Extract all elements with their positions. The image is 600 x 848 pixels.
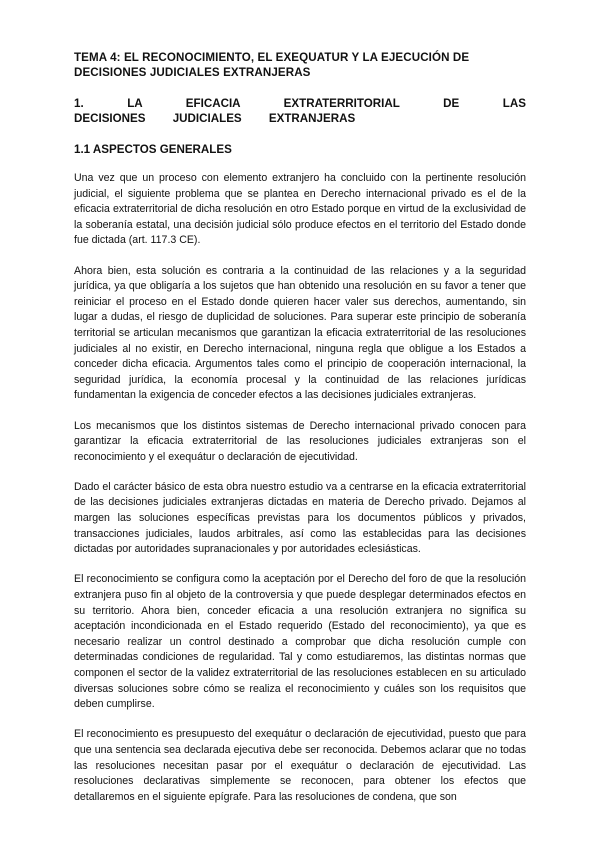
subsection-heading: 1.1 ASPECTOS GENERALES [74, 143, 232, 156]
paragraph: El reconocimiento es presupuesto del exequátur o declaración de ejecutividad, puesto que para que una sentencia sea declarada ejecutiva debe ser reconocida. Debemos aclarar que no todas las resoluciones necesitan pasar por el exequátur o declaración de ejecutividad. Las resoluciones declarativas simplemente se reconocen, para obtener los efectos que detallaremos en el siguiente epígrafe. Para las resoluciones de condena, que son [74, 728, 526, 803]
paragraph: Dado el carácter básico de esta obra nuestro estudio va a centrarse en la eficacia extraterritorial de las decisiones judiciales extranjeras dictadas en materia de Derecho privado. Dejamos al margen las soluciones específicas previstas para los documentos públicos y privados, transacciones judiciales, laudos arbitrales, así como las establecidas para las decisiones dictadas por autoridades supranacionales y por autoridades eclesiásticas. [74, 480, 526, 556]
paragraph: Los mecanismos que los distintos sistemas de Derecho internacional privado conocen para garantizar la eficacia extraterritorial de las resoluciones judiciales extranjeras son el reconocimiento y el exequátur o declaración de ejecutividad. [74, 419, 526, 463]
paragraph: Una vez que un proceso con elemento extranjero ha concluido con la pertinente resolución judicial, el siguiente problema que se plantea en Derecho internacional privado es el de la eficacia extraterritorial de dicha resolución en otro Estado porque en virtud de la exclusividad de la soberanía estatal, una decisión judicial sólo produce efectos en el territorio del Estado donde fue dictada (art. 117.3 CE). [74, 172, 526, 247]
paragraph: Ahora bien, esta solución es contraria a la continuidad de las relaciones y a la seguridad jurídica, ya que obligaría a los sujetos que han obtenido una resolución en su favor a tener que reiniciar el proceso en el Estado donde quieren hacer valer sus derechos, aumentando, sin lugar a dudas, el riesgo de duplicidad de soluciones. Para superar este principio de soberanía territorial se articulan mecanismos que garantizan la eficacia extraterritorial de las resoluciones judiciales al no existir, en Derecho internacional, ninguna regla que obligue a los Estados a conceder dicha eficacia. Argumentos tales como el principio de cooperación internacional, la seguridad jurídica, la economía procesal y la continuidad de las relaciones jurídicas fundamentan la exigencia de conceder efectos a las decisiones judiciales extranjeras. [74, 264, 526, 402]
section-heading: 1. LA EFICACIA EXTRATERRITORIAL DE LAS DECISIONES JUDICIALES EXTRANJERAS [74, 97, 526, 125]
document-title: TEMA 4: EL RECONOCIMIENTO, EL EXEQUATUR Y LA EJECUCIÓN DE DECISIONES JUDICIALES EXTRANJERAS [74, 51, 470, 79]
paragraph: El reconocimiento se configura como la aceptación por el Derecho del foro de que la resolución extranjera puso fin al objeto de la controversia y que puede desplegar determinados efectos en su territorio. Ahora bien, conceder eficacia a una resolución extranjera no significa su aceptación incondicionada en el Estado requerido (Estado del reconocimiento), ya que es necesario realizar un control destinado a comprobar que dicha resolución cumple con determinadas condiciones de regularidad. Tal y como estudiaremos, las distintas normas que componen el sector de la validez extraterritorial de las resoluciones establecen en su articulado diversas soluciones sobre cómo se realiza el reconocimiento y cuáles son los requisitos que deben cumplirse. [74, 573, 526, 711]
